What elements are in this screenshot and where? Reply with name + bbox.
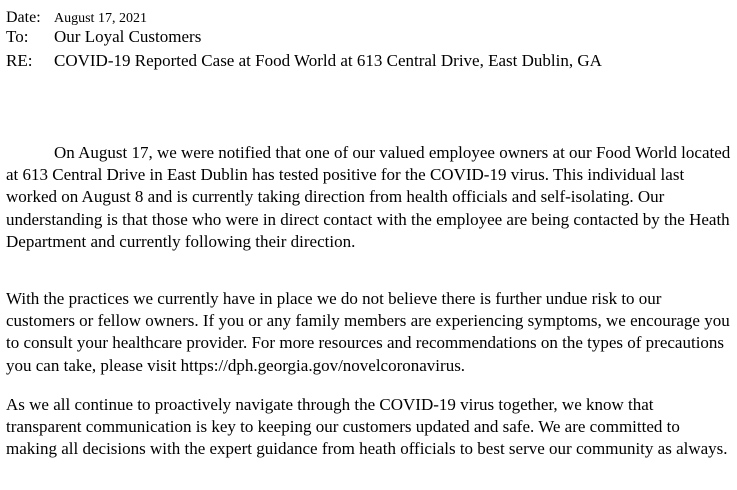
body-paragraph-risk: With the practices we currently have in place we do not believe there is further undue risk to our customers or fellow owners. If you or any family members are experiencing symptoms, we encourage you to consult your healthcare provider. For more resources and recommendations on the types of precautions you can take, please visit https://dph.georgia.gov/novelcoronavirus. (6, 289, 730, 375)
to-label: To: (6, 27, 29, 46)
memo-header (6, 6, 731, 74)
date-value: August 17, 2021 (54, 11, 147, 26)
to-value: Our Loyal Customers (54, 27, 202, 46)
re-label: RE: (6, 51, 33, 70)
body-paragraph-notification: On August 17, we were notified that one of our valued employee owners at our Food World located at 613 Central Drive in East Dublin has tested positive for the COVID-19 virus. This individual last worked on August 8 and is currently taking direction from health officials and self-isolating. Our understanding is that those who were in direct contact with the employee are being contacted by the Heath Department and currently following their direction. (6, 143, 731, 251)
date-row (6, 6, 731, 26)
date-label: Date: (6, 9, 41, 26)
body-paragraph-closing: As we all continue to proactively navigate through the COVID-19 virus together, we know that transparent communication is key to keeping our customers updated and safe. We are committed to making all decisions with the expert guidance from heath officials to best serve our community as always. (6, 395, 728, 459)
re-row (6, 50, 731, 74)
to-row (6, 26, 731, 50)
subject-line: COVID-19 Reported Case at Food World at 613 Central Drive, East Dublin, GA (54, 51, 602, 70)
